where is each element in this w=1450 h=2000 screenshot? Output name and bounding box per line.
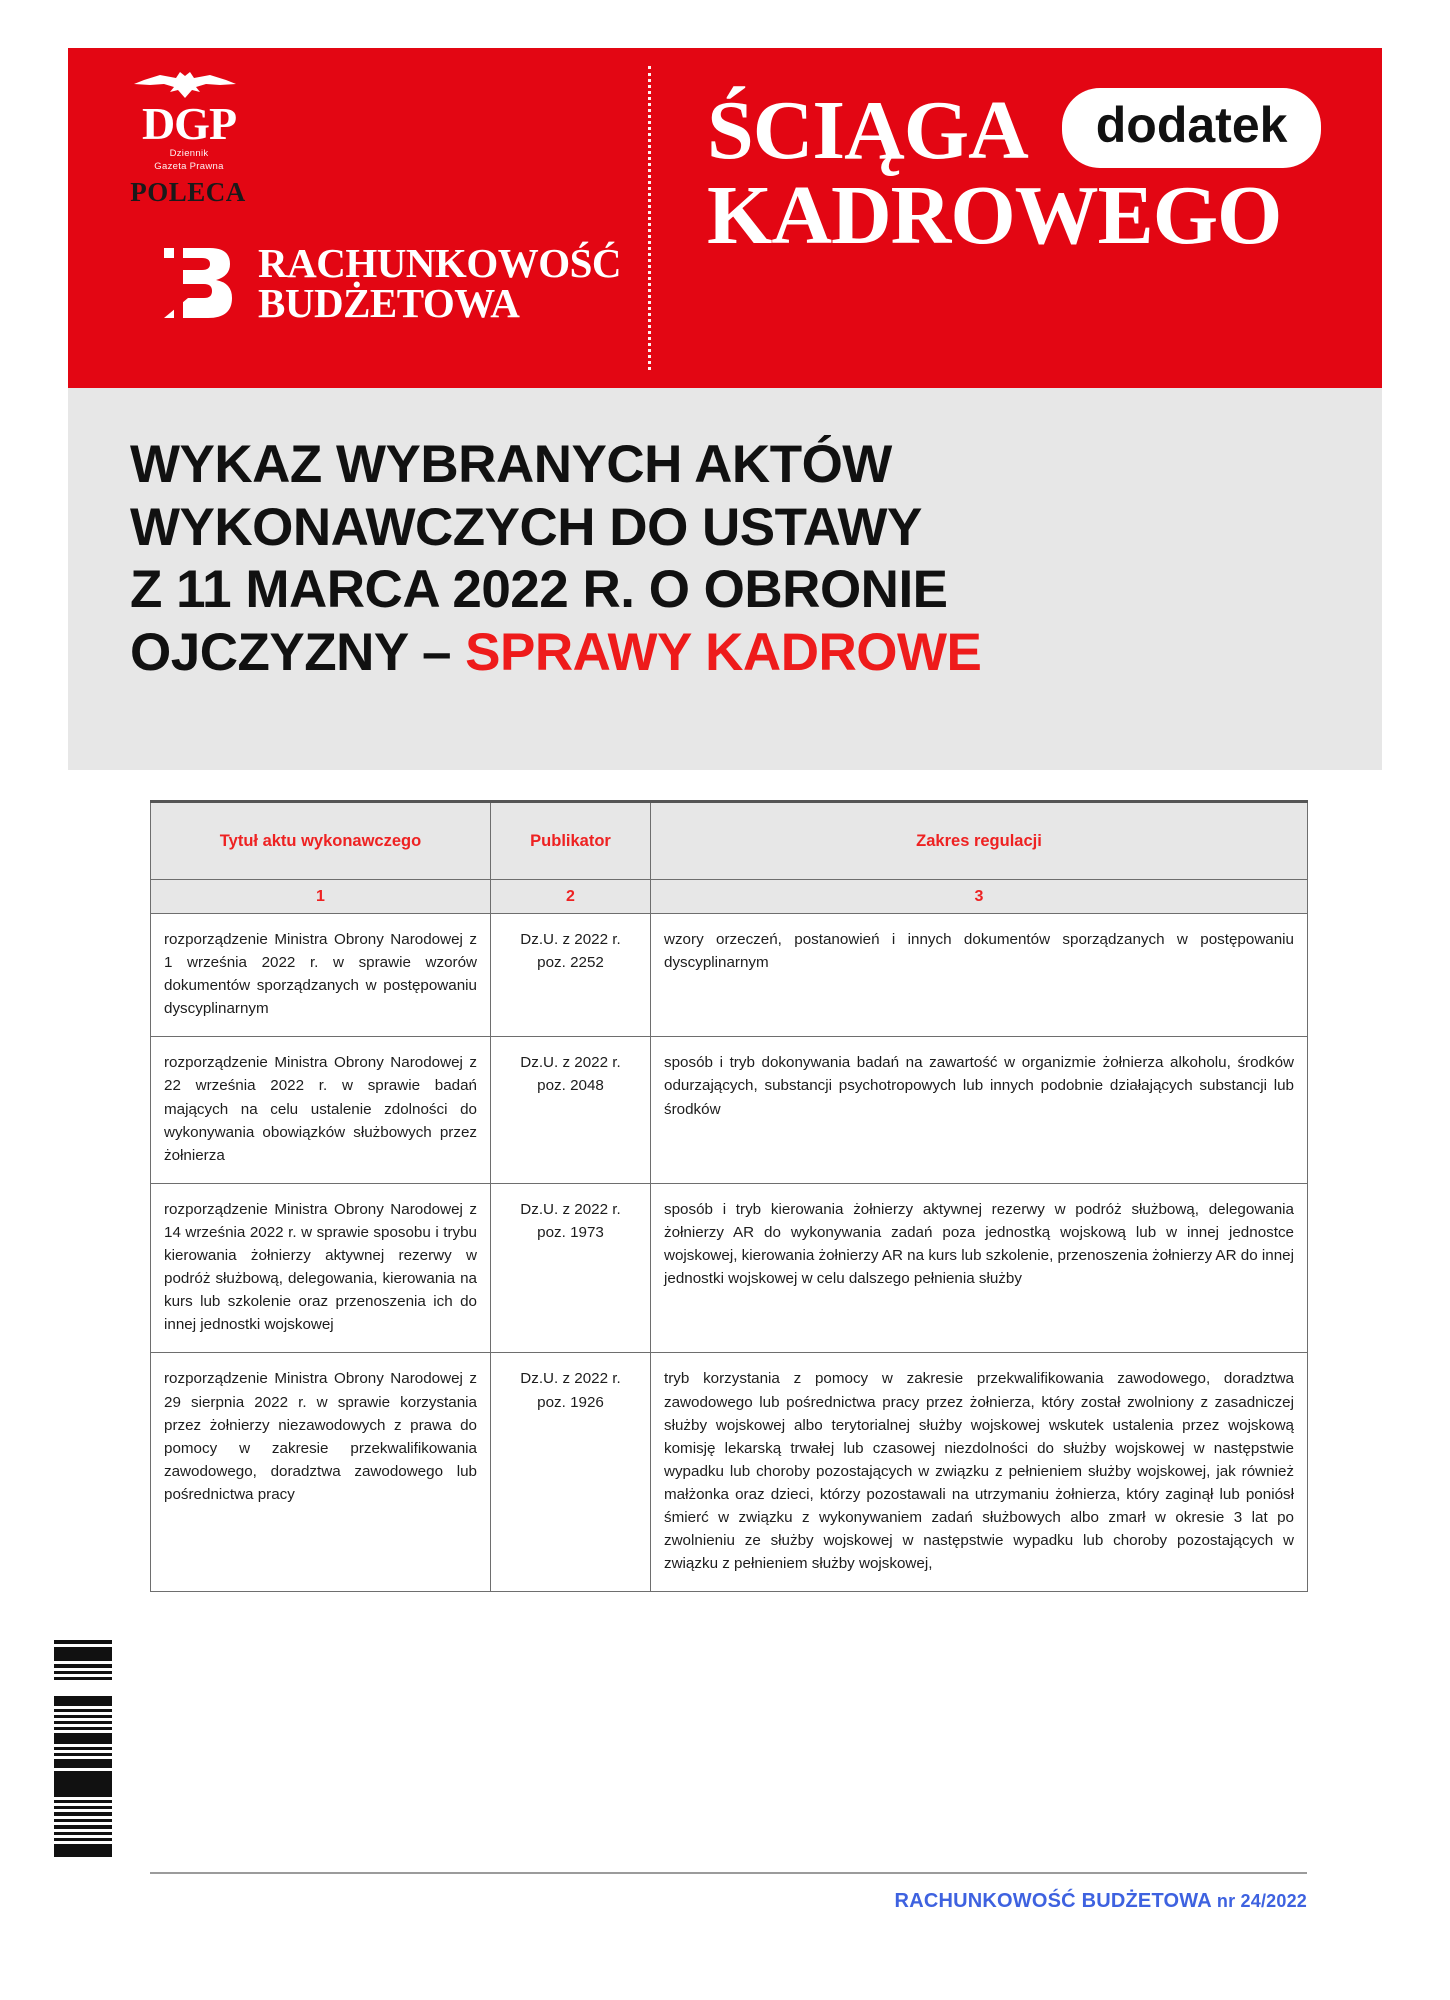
table-header-row xyxy=(151,802,1308,880)
dgp-poleca-label: POLECA xyxy=(130,176,246,207)
dgp-fullname-line2: Gazeta Prawna xyxy=(154,161,224,173)
column-number-2: 2 xyxy=(491,880,651,914)
table-row xyxy=(151,1353,1308,1592)
rb-monogram-icon xyxy=(158,240,244,326)
column-number-3: 3 xyxy=(651,880,1308,914)
page-title-band xyxy=(68,388,1382,770)
act-publisher: Dz.U. z 2022 r. poz. 1926 xyxy=(491,1353,651,1592)
page-title-line3: Z 11 MARCA 2022 R. O OBRONIE xyxy=(130,560,948,620)
act-scope: sposób i tryb dokonywania badań na zawartość w organizmie żołnierza alkoholu, środków odurzających, substancji psychotropowych lub innych podobnie działających substancji lub środków xyxy=(651,1037,1308,1183)
act-scope: tryb korzystania z pomocy w zakresie przekwalifikowania zawodowego, doradztwa zawodowego lub pośrednictwa pracy przez żołnierza, który został zwolniony z zasadniczej służby wojskowej albo terytorialnej służby wojskowej wskutek ustalenia przez wojskową komisję lekarską trwałej lub czasowej niezdolności do służby wojskowej w następstwie wypadku lub choroby pozostających w związku z pełnieniem służby wojskowej, jak również małżonka oraz dzieci, którzy pozostawali na utrzymaniu żołnierza, który zaginął lub poniósł śmierć w związku z wykonywaniem zadań służbowych albo zmarł w okresie 3 lat po zwolnieniu ze służby wojskowej w następstwie wypadku lub choroby pozostających w związku z pełnieniem służby wojskowej, xyxy=(651,1353,1308,1592)
page-title-line2: WYKONAWCZYCH DO USTAWY xyxy=(130,497,922,557)
series-title-line1: ŚCIĄGA xyxy=(707,84,1028,177)
table-column-number-row xyxy=(151,880,1308,914)
page-title xyxy=(130,434,1320,684)
header-left-branding xyxy=(68,48,648,388)
page-title-line4 xyxy=(130,622,1320,685)
page-title-line1: WYKAZ WYBRANYCH AKTÓW xyxy=(130,435,892,494)
table-body xyxy=(151,914,1308,1592)
dgp-logo xyxy=(130,70,248,208)
acts-table xyxy=(150,800,1308,1592)
page-title-accent: SPRAWY KADROWE xyxy=(465,622,982,682)
series-title-line2: KADROWEGO xyxy=(707,169,1282,263)
table-header-title: Tytuł aktu wykonawczego xyxy=(151,802,491,880)
header-series-block xyxy=(651,48,1382,388)
table-header-publisher: Publikator xyxy=(491,802,651,880)
dgp-abbr: DGP xyxy=(141,98,237,149)
acts-table-container xyxy=(150,800,1307,1592)
act-publisher: Dz.U. z 2022 r. poz. 1973 xyxy=(491,1183,651,1353)
act-title: rozporządzenie Ministra Obrony Narodowej z 1 września 2022 r. w sprawie wzorów dokumentów sporządzanych w postępowaniu dyscyplinarnym xyxy=(151,914,491,1037)
column-number-1: 1 xyxy=(151,880,491,914)
footer-caption xyxy=(895,1890,1307,1913)
magazine-name-line1: RACHUNKOWOŚĆ xyxy=(258,239,622,286)
magazine-name xyxy=(258,239,622,326)
dgp-fullname-line1: Dziennik xyxy=(169,147,209,159)
act-title: rozporządzenie Ministra Obrony Narodowej z 14 września 2022 r. w sprawie sposobu i trybu kierowania żołnierzy aktywnej rezerwy w podróż służbową, delegowania, kierowania na kurs lub szkolenie oraz przenoszenia ich do innej jednostki wojskowej xyxy=(151,1183,491,1353)
series-line-one xyxy=(707,84,1382,177)
table-head xyxy=(151,802,1308,914)
table-row xyxy=(151,914,1308,1037)
footer-issue-number: nr 24/2022 xyxy=(1216,1891,1307,1911)
footer-magazine-name: RACHUNKOWOŚĆ BUDŻETOWA xyxy=(894,1890,1212,1912)
table-header-scope: Zakres regulacji xyxy=(651,802,1308,880)
magazine-logo xyxy=(158,240,621,326)
act-publisher: Dz.U. z 2022 r. poz. 2252 xyxy=(491,914,651,1037)
table-row xyxy=(151,1037,1308,1183)
barcode xyxy=(54,1640,112,1940)
table-row xyxy=(151,1183,1308,1353)
header-banner xyxy=(68,48,1382,388)
page-title-line4-prefix: OJCZYZNY – xyxy=(130,622,466,682)
eagle-icon xyxy=(130,70,240,104)
act-title: rozporządzenie Ministra Obrony Narodowej z 29 sierpnia 2022 r. w sprawie korzystania przez żołnierzy niezawodowych z prawa do pomocy w zakresie przekwalifikowania zawodowego, doradztwa zawodowego lub pośrednictwa pracy xyxy=(151,1353,491,1592)
act-publisher: Dz.U. z 2022 r. poz. 2048 xyxy=(491,1037,651,1183)
magazine-name-line2: BUDŻETOWA xyxy=(258,279,520,326)
dodatek-badge: dodatek xyxy=(1062,88,1322,168)
act-scope: wzory orzeczeń, postanowień i innych dokumentów sporządzanych w postępowaniu dyscyplinarnym xyxy=(651,914,1308,1037)
footer-divider xyxy=(150,1872,1307,1874)
act-scope: sposób i tryb kierowania żołnierzy aktywnej rezerwy w podróż służbową, delegowania żołnierzy AR do wykonywania zadań poza jednostką wojskową lub w innej jednostce wojskowej, kierowania żołnierzy AR na kurs lub szkolenie, przenoszenia żołnierzy AR do innej jednostki wojskowej w celu dalszego pełnienia służby xyxy=(651,1183,1308,1353)
act-title: rozporządzenie Ministra Obrony Narodowej z 22 września 2022 r. w sprawie badań mających na celu ustalenie zdolności do wykonywania obowiązków służbowych przez żołnierza xyxy=(151,1037,491,1183)
